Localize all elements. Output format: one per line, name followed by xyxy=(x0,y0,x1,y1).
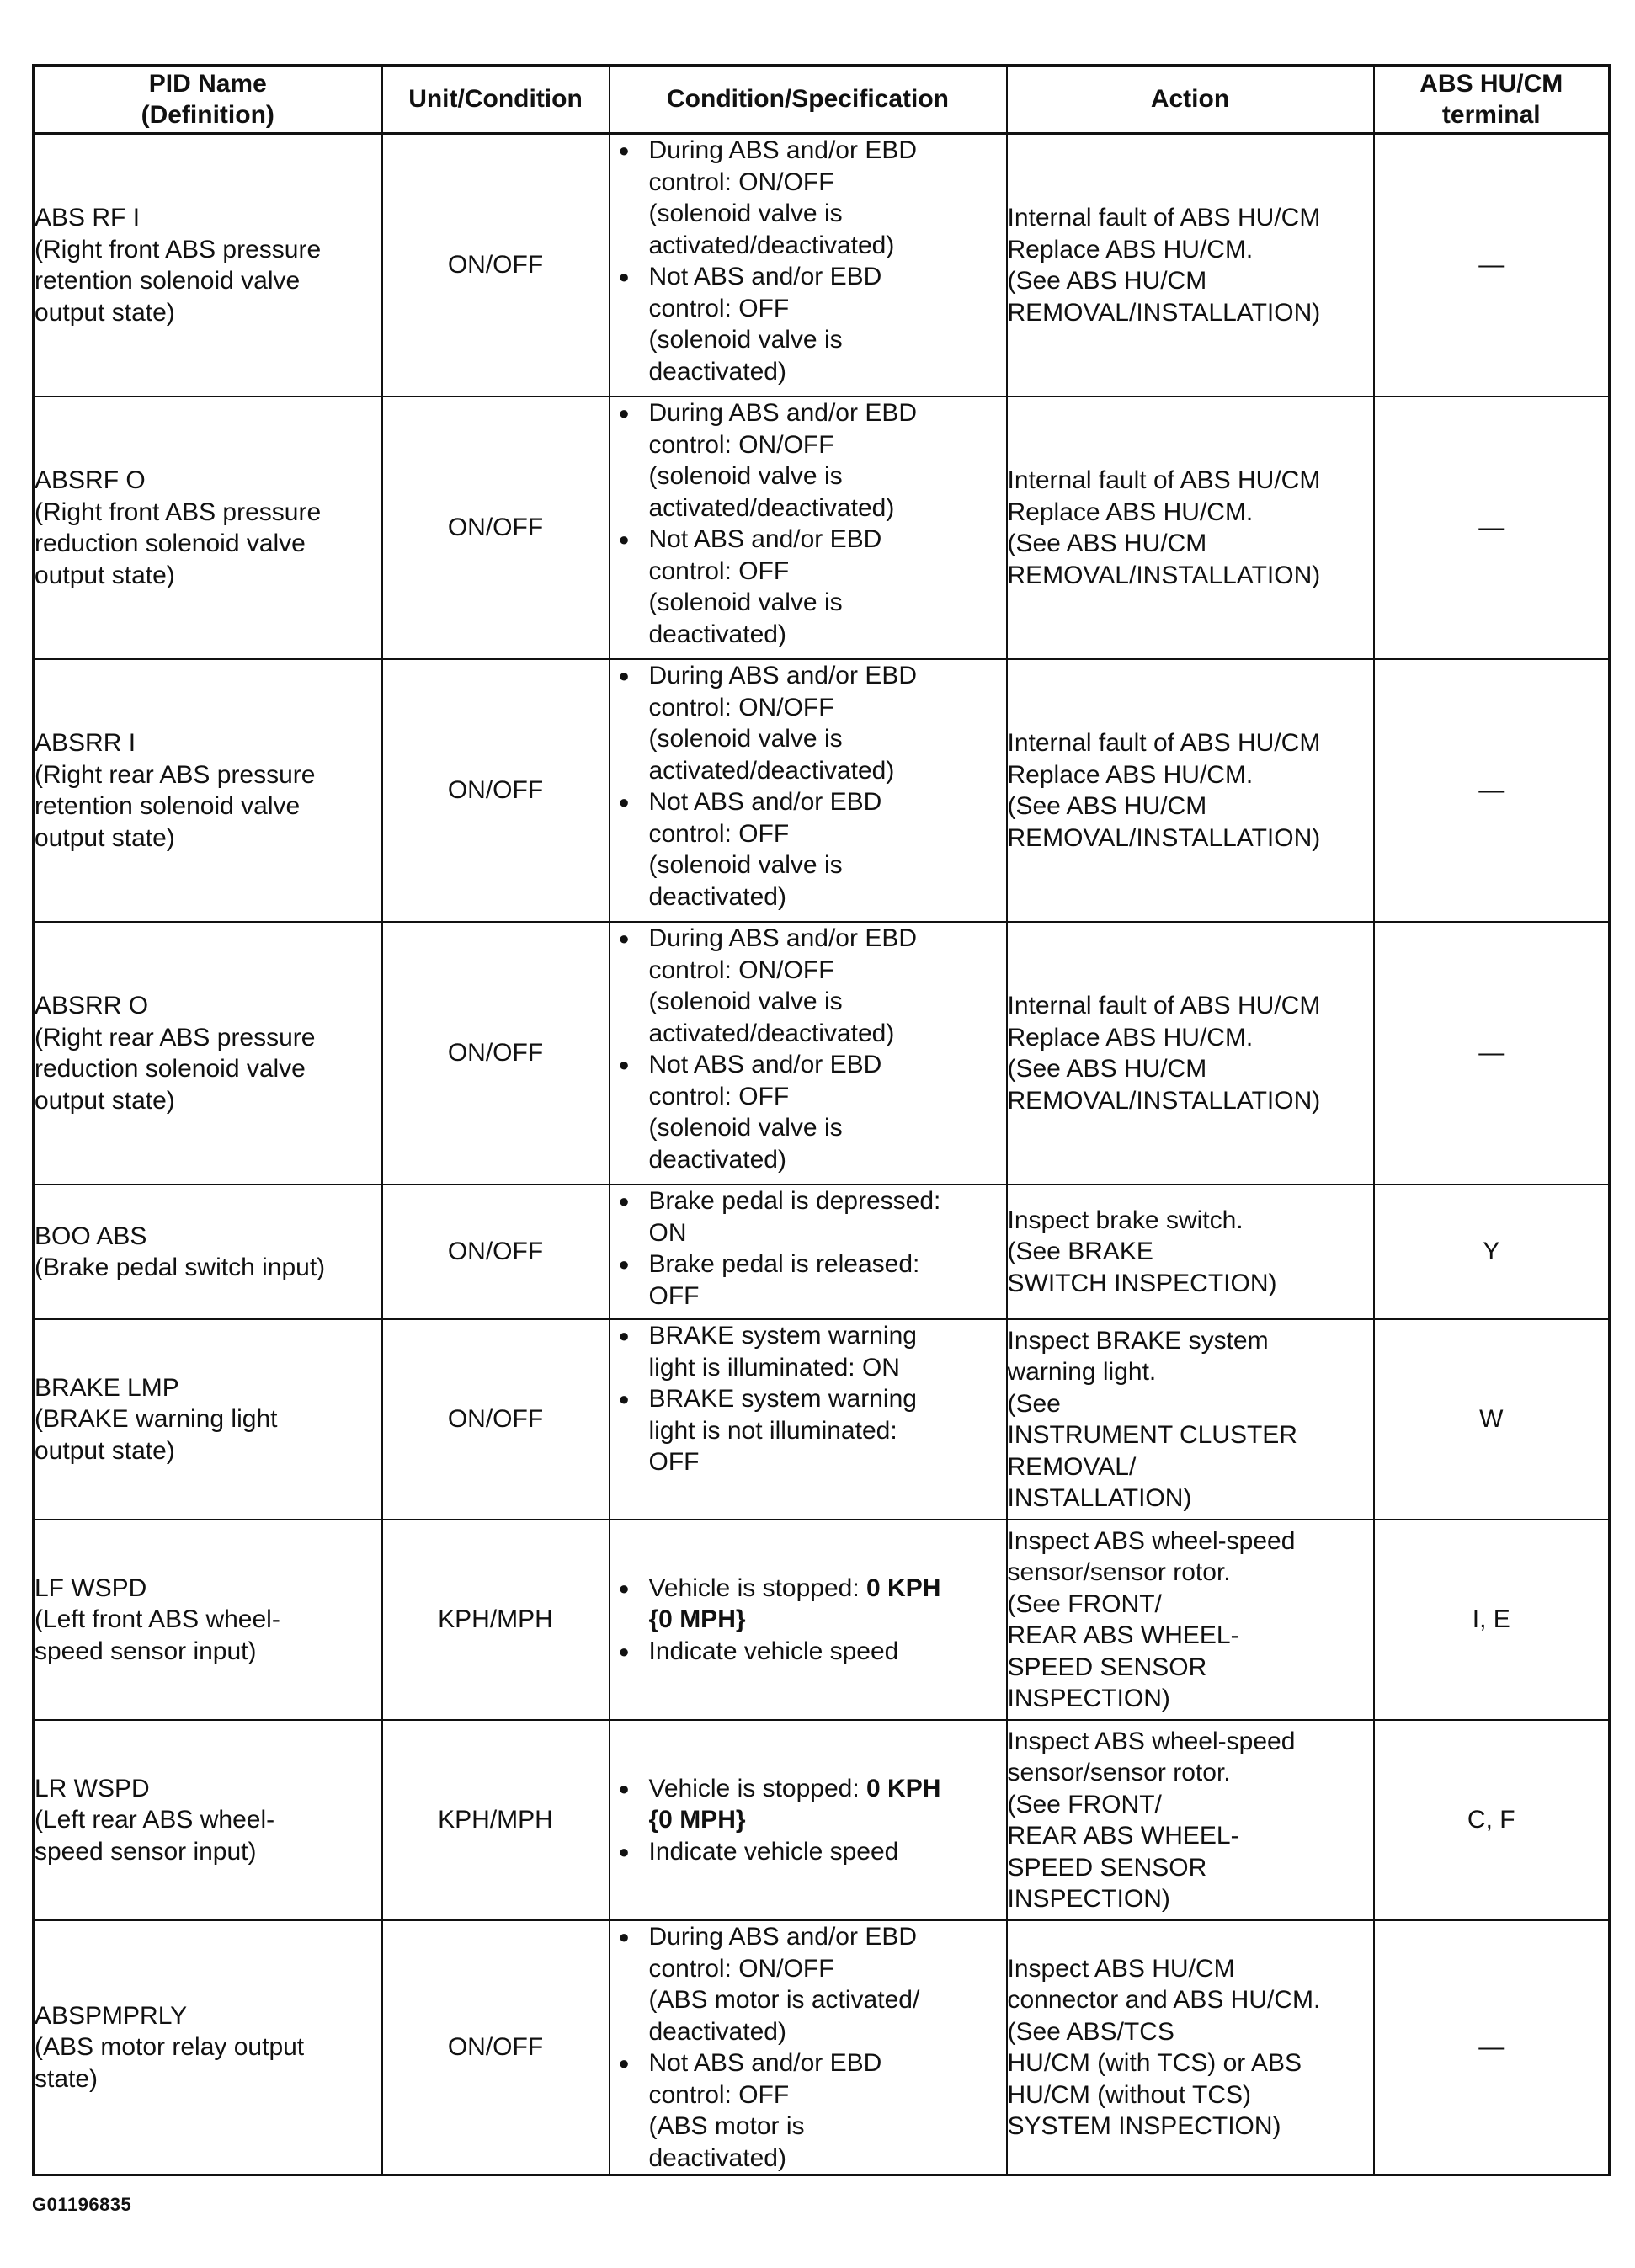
text-line: Inspect ABS wheel-speed xyxy=(1007,1727,1296,1755)
text-line: ABSRR I xyxy=(35,729,136,757)
text-line: deactivated) xyxy=(648,2143,786,2172)
text-line: deactivated) xyxy=(648,2017,786,2046)
text-line: (See ABS HU/CM xyxy=(1007,792,1207,820)
action-cell xyxy=(1007,1720,1374,1920)
text-line: INSTRUMENT CLUSTER xyxy=(1007,1421,1297,1449)
spec-list-item xyxy=(610,1383,1006,1478)
spec-prefix: Vehicle is stopped: xyxy=(648,1774,867,1802)
text-line: light is illuminated: ON xyxy=(648,1353,900,1382)
spec-list-item xyxy=(610,786,1006,913)
condition-specification-cell xyxy=(610,1920,1007,2175)
text-line: During ABS and/or EBD xyxy=(648,662,918,689)
text-line: During ABS and/or EBD xyxy=(648,924,918,952)
text-line: Replace ABS HU/CM. xyxy=(1007,498,1254,526)
terminal-cell: — xyxy=(1374,134,1610,397)
spec-list-item xyxy=(610,1836,1006,1868)
text-line: ON xyxy=(648,1218,687,1247)
text-line: sensor/sensor rotor. xyxy=(1007,1759,1231,1786)
text-line: HU/CM (with TCS) or ABS xyxy=(1007,2049,1302,2077)
text-line: deactivated) xyxy=(648,357,786,386)
spec-kph-value: 0 KPH xyxy=(866,1774,941,1802)
text-line: OFF xyxy=(648,1448,700,1476)
spec-list-item xyxy=(610,261,1006,387)
condition-specification-cell xyxy=(610,1720,1007,1920)
text-line: control: OFF xyxy=(648,556,790,585)
spec-list-item xyxy=(610,1636,1006,1668)
unit-condition-cell: KPH/MPH xyxy=(382,1720,610,1920)
text-line: Inspect brake switch. xyxy=(1007,1206,1244,1234)
table-row xyxy=(34,922,1610,1185)
text-line: During ABS and/or EBD xyxy=(648,399,918,427)
text-line: reduction solenoid valve xyxy=(35,530,306,557)
text-line: INSPECTION) xyxy=(1007,1885,1170,1913)
text-line: Brake pedal is depressed: xyxy=(648,1187,941,1215)
unit-condition-cell: ON/OFF xyxy=(382,397,610,659)
text-line: BOO ABS xyxy=(35,1222,147,1250)
bullet-icon: ● xyxy=(618,1190,630,1211)
text-line: activated/deactivated) xyxy=(648,493,895,522)
text-line: REAR ABS WHEEL- xyxy=(1007,1822,1239,1850)
spec-list-item xyxy=(610,1773,1006,1836)
bullet-icon: ● xyxy=(618,1840,630,1862)
text-line: Internal fault of ABS HU/CM xyxy=(1007,204,1321,232)
text-line: sensor/sensor rotor. xyxy=(1007,1558,1231,1586)
text-line: Inspect ABS wheel-speed xyxy=(1007,1526,1296,1555)
text-line xyxy=(649,1773,1006,1805)
table-row xyxy=(34,134,1610,397)
text-line: INSTALLATION) xyxy=(1007,1484,1192,1512)
spec-list-item xyxy=(610,1921,1006,2047)
pid-definition-cell xyxy=(34,659,382,922)
text-line: Not ABS and/or EBD xyxy=(648,525,882,553)
text-line: ABS RF I xyxy=(35,204,141,232)
text-line: output state) xyxy=(35,1436,175,1465)
bullet-icon: ● xyxy=(618,1388,630,1409)
text-line: (Right front ABS pressure xyxy=(35,235,322,264)
action-cell xyxy=(1007,922,1374,1185)
text-line: Internal fault of ABS HU/CM xyxy=(1007,992,1321,1020)
spec-list-item xyxy=(610,1573,1006,1636)
terminal-cell: — xyxy=(1374,1920,1610,2175)
table-row xyxy=(34,1319,1610,1520)
bullet-icon: ● xyxy=(618,1054,630,1075)
bullet-icon: ● xyxy=(618,266,630,287)
text-line: Replace ABS HU/CM. xyxy=(1007,235,1254,264)
text-line: During ABS and/or EBD xyxy=(648,1923,918,1951)
text-line: connector and ABS HU/CM. xyxy=(1007,1986,1321,2014)
bullet-icon: ● xyxy=(618,529,630,550)
text-line: (Left rear ABS wheel- xyxy=(35,1806,275,1834)
bullet-icon: ● xyxy=(618,1926,630,1947)
text-line: control: ON/OFF xyxy=(648,693,834,721)
text-line: retention solenoid valve xyxy=(35,792,301,820)
text-line: Not ABS and/or EBD xyxy=(648,2049,882,2077)
bullet-icon: ● xyxy=(618,402,630,423)
action-cell xyxy=(1007,1920,1374,2175)
pid-table xyxy=(32,64,1611,2176)
header-action: Action xyxy=(1007,66,1374,134)
pid-definition-cell xyxy=(34,134,382,397)
text-line: (See ABS HU/CM xyxy=(1007,530,1207,557)
text-line: LF WSPD xyxy=(35,1573,147,1602)
spec-prefix: Vehicle is stopped: xyxy=(648,1573,867,1602)
table-row xyxy=(34,1520,1610,1720)
header-row xyxy=(34,66,1610,134)
spec-list-item xyxy=(610,660,1006,786)
bullet-icon: ● xyxy=(618,140,630,161)
condition-specification-cell xyxy=(610,1185,1007,1319)
spec-list-item xyxy=(610,923,1006,1049)
text-line: SPEED SENSOR xyxy=(1007,1653,1207,1681)
terminal-cell: C, F xyxy=(1374,1720,1610,1920)
text-line: (Right front ABS pressure xyxy=(35,498,322,526)
text-line xyxy=(649,1573,1006,1605)
text-line: control: OFF xyxy=(648,2080,790,2109)
text-line: (See FRONT/ xyxy=(1007,1589,1162,1618)
text-line: (solenoid valve is xyxy=(648,200,843,227)
table-body xyxy=(34,134,1610,2175)
spec-list-item xyxy=(610,1049,1006,1175)
terminal-cell: — xyxy=(1374,397,1610,659)
text-line: control: ON/OFF xyxy=(648,168,834,196)
text-line: (BRAKE warning light xyxy=(35,1405,278,1434)
text-line: Replace ABS HU/CM. xyxy=(1007,760,1254,789)
text-line: control: ON/OFF xyxy=(648,956,834,984)
spec-list xyxy=(610,660,1006,913)
text-line: REMOVAL/INSTALLATION) xyxy=(1007,823,1321,852)
text-line: deactivated) xyxy=(648,620,786,648)
text-line: (See xyxy=(1007,1389,1061,1418)
text-line: REMOVAL/INSTALLATION) xyxy=(1007,561,1321,589)
text-line: (See BRAKE xyxy=(1007,1238,1153,1266)
spec-kph-value: 0 KPH xyxy=(866,1573,941,1602)
bullet-icon: ● xyxy=(618,665,630,686)
text-line: control: OFF xyxy=(648,1082,790,1110)
text-line: Replace ABS HU/CM. xyxy=(1007,1023,1254,1051)
header-terminal: ABS HU/CM terminal xyxy=(1374,66,1610,134)
text-line: REMOVAL/INSTALLATION) xyxy=(1007,298,1321,327)
text-line: (See ABS HU/CM xyxy=(1007,1055,1207,1083)
action-cell xyxy=(1007,134,1374,397)
text-line: ABSPMPRLY xyxy=(35,2001,188,2030)
text-line: Not ABS and/or EBD xyxy=(648,788,882,816)
text-line: control: OFF xyxy=(648,819,790,848)
bullet-icon: ● xyxy=(618,791,630,812)
spec-list-item xyxy=(610,524,1006,650)
spec-list xyxy=(610,1573,1006,1668)
pid-definition-cell xyxy=(34,1319,382,1520)
table-row xyxy=(34,1185,1610,1319)
spec-list-item xyxy=(610,1248,1006,1312)
unit-condition-cell: ON/OFF xyxy=(382,922,610,1185)
text-line: (ABS motor is xyxy=(648,2112,805,2140)
header-unit-condition: Unit/Condition xyxy=(382,66,610,134)
text-line: Not ABS and/or EBD xyxy=(648,263,882,290)
text-line: Inspect BRAKE system xyxy=(1007,1326,1269,1355)
spec-list xyxy=(610,1921,1006,2174)
bullet-icon: ● xyxy=(618,2052,630,2074)
text-line: warning light. xyxy=(1007,1358,1157,1386)
text-line: REMOVAL/INSTALLATION) xyxy=(1007,1086,1321,1115)
text-line: Internal fault of ABS HU/CM xyxy=(1007,466,1321,494)
text-line: control: OFF xyxy=(648,294,790,322)
terminal-cell: — xyxy=(1374,922,1610,1185)
condition-specification-cell xyxy=(610,659,1007,922)
header-condition-specification: Condition/Specification xyxy=(610,66,1007,134)
text-line: reduction solenoid valve xyxy=(35,1055,306,1083)
spec-list-item xyxy=(610,1320,1006,1383)
text-line: deactivated) xyxy=(648,1145,786,1174)
text-line: Brake pedal is released: xyxy=(648,1250,920,1278)
unit-condition-cell: ON/OFF xyxy=(382,134,610,397)
text-line: activated/deactivated) xyxy=(648,1019,895,1047)
text-line: HU/CM (without TCS) xyxy=(1007,2080,1251,2109)
unit-condition-cell: ON/OFF xyxy=(382,1920,610,2175)
action-cell xyxy=(1007,397,1374,659)
terminal-cell: Y xyxy=(1374,1185,1610,1319)
text-line: Not ABS and/or EBD xyxy=(648,1051,882,1078)
bullet-icon: ● xyxy=(618,1325,630,1346)
text-line: output state) xyxy=(35,823,175,852)
text-line: (Right rear ABS pressure xyxy=(35,1023,316,1051)
bullet-icon: ● xyxy=(618,1640,630,1662)
text-line: retention solenoid valve xyxy=(35,267,301,295)
text-line: output state) xyxy=(35,561,175,589)
text-line: (See ABS HU/CM xyxy=(1007,267,1207,295)
unit-condition-cell: ON/OFF xyxy=(382,1185,610,1319)
text-line: (solenoid valve is xyxy=(648,326,843,354)
pid-definition-cell xyxy=(34,397,382,659)
text-line: activated/deactivated) xyxy=(648,756,895,785)
text-line: output state) xyxy=(35,1086,175,1115)
terminal-cell: W xyxy=(1374,1319,1610,1520)
spec-list-item xyxy=(610,1185,1006,1248)
text-line: During ABS and/or EBD xyxy=(648,136,918,164)
text-line: speed sensor input) xyxy=(35,1637,257,1665)
action-cell xyxy=(1007,1520,1374,1720)
bullet-icon: ● xyxy=(618,928,630,949)
text-line: (ABS motor is activated/ xyxy=(648,1986,920,2014)
unit-condition-cell: ON/OFF xyxy=(382,1319,610,1520)
condition-specification-cell xyxy=(610,922,1007,1185)
figure-id: G01196835 xyxy=(32,2194,132,2215)
text-line: Indicate vehicle speed xyxy=(648,1837,899,1866)
text-line: OFF xyxy=(648,1281,700,1310)
text-line: ABSRR O xyxy=(35,992,149,1020)
text-line: state) xyxy=(35,2064,99,2093)
header-pid-name: PID Name (Definition) xyxy=(34,66,382,134)
text-line: (See ABS/TCS xyxy=(1007,2017,1174,2046)
spec-list xyxy=(610,135,1006,387)
text-line: ABSRF O xyxy=(35,466,146,494)
condition-specification-cell xyxy=(610,397,1007,659)
condition-specification-cell xyxy=(610,134,1007,397)
text-line: REMOVAL/ xyxy=(1007,1452,1137,1481)
pid-definition-cell xyxy=(34,1920,382,2175)
text-line: SPEED SENSOR xyxy=(1007,1853,1207,1882)
unit-condition-cell: ON/OFF xyxy=(382,659,610,922)
text-line: (ABS motor relay output xyxy=(35,2033,305,2062)
pid-definition-cell xyxy=(34,1185,382,1319)
pid-definition-cell xyxy=(34,1720,382,1920)
text-line: deactivated) xyxy=(648,882,786,911)
condition-specification-cell xyxy=(610,1520,1007,1720)
text-line: (solenoid valve is xyxy=(648,988,843,1015)
action-cell xyxy=(1007,659,1374,922)
bullet-icon: ● xyxy=(618,1577,630,1599)
spec-list xyxy=(610,397,1006,650)
text-line: (solenoid valve is xyxy=(648,851,843,879)
text-line: BRAKE system warning xyxy=(648,1322,917,1350)
text-line: Inspect ABS HU/CM xyxy=(1007,1954,1235,1983)
text-line: Indicate vehicle speed xyxy=(648,1637,899,1665)
text-line: (solenoid valve is xyxy=(648,462,843,490)
spec-list-item xyxy=(610,397,1006,524)
table-row xyxy=(34,659,1610,922)
text-line: LR WSPD xyxy=(35,1774,150,1802)
text-line: SYSTEM INSPECTION) xyxy=(1007,2112,1281,2140)
spec-list xyxy=(610,923,1006,1175)
text-line: (Brake pedal switch input) xyxy=(35,1254,326,1281)
condition-specification-cell xyxy=(610,1319,1007,1520)
text-line: speed sensor input) xyxy=(35,1837,257,1866)
text-line: BRAKE LMP xyxy=(35,1373,179,1402)
text-line: (Right rear ABS pressure xyxy=(35,760,316,789)
spec-list xyxy=(610,1185,1006,1312)
spec-list-item xyxy=(610,2047,1006,2174)
text-line: BRAKE system warning xyxy=(648,1385,917,1413)
pid-definition-cell xyxy=(34,1520,382,1720)
text-line: (solenoid valve is xyxy=(648,588,843,616)
unit-condition-cell: KPH/MPH xyxy=(382,1520,610,1720)
table-row xyxy=(34,1720,1610,1920)
text-line: activated/deactivated) xyxy=(648,231,895,259)
text-line: light is not illuminated: xyxy=(648,1416,897,1445)
spec-mph-value: {0 MPH} xyxy=(648,1605,746,1634)
table-row xyxy=(34,1920,1610,2175)
text-line: (solenoid valve is xyxy=(648,725,843,753)
spec-list xyxy=(610,1773,1006,1868)
text-line: Internal fault of ABS HU/CM xyxy=(1007,729,1321,757)
text-line: (solenoid valve is xyxy=(648,1114,843,1142)
text-line: output state) xyxy=(35,298,175,327)
text-line: SWITCH INSPECTION) xyxy=(1007,1269,1277,1297)
text-line: control: ON/OFF xyxy=(648,430,834,459)
text-line: INSPECTION) xyxy=(1007,1685,1170,1712)
text-line: REAR ABS WHEEL- xyxy=(1007,1621,1239,1649)
action-cell xyxy=(1007,1319,1374,1520)
spec-list-item xyxy=(610,135,1006,261)
text-line: (See FRONT/ xyxy=(1007,1790,1162,1818)
text-line: control: ON/OFF xyxy=(648,1954,834,1983)
spec-mph-value: {0 MPH} xyxy=(648,1806,746,1834)
text-line: (Left front ABS wheel- xyxy=(35,1605,280,1634)
bullet-icon: ● xyxy=(618,1777,630,1799)
terminal-cell: — xyxy=(1374,659,1610,922)
table-row xyxy=(34,397,1610,659)
spec-list xyxy=(610,1320,1006,1478)
action-cell xyxy=(1007,1185,1374,1319)
pid-definition-cell xyxy=(34,922,382,1185)
bullet-icon: ● xyxy=(618,1254,630,1275)
terminal-cell: I, E xyxy=(1374,1520,1610,1720)
